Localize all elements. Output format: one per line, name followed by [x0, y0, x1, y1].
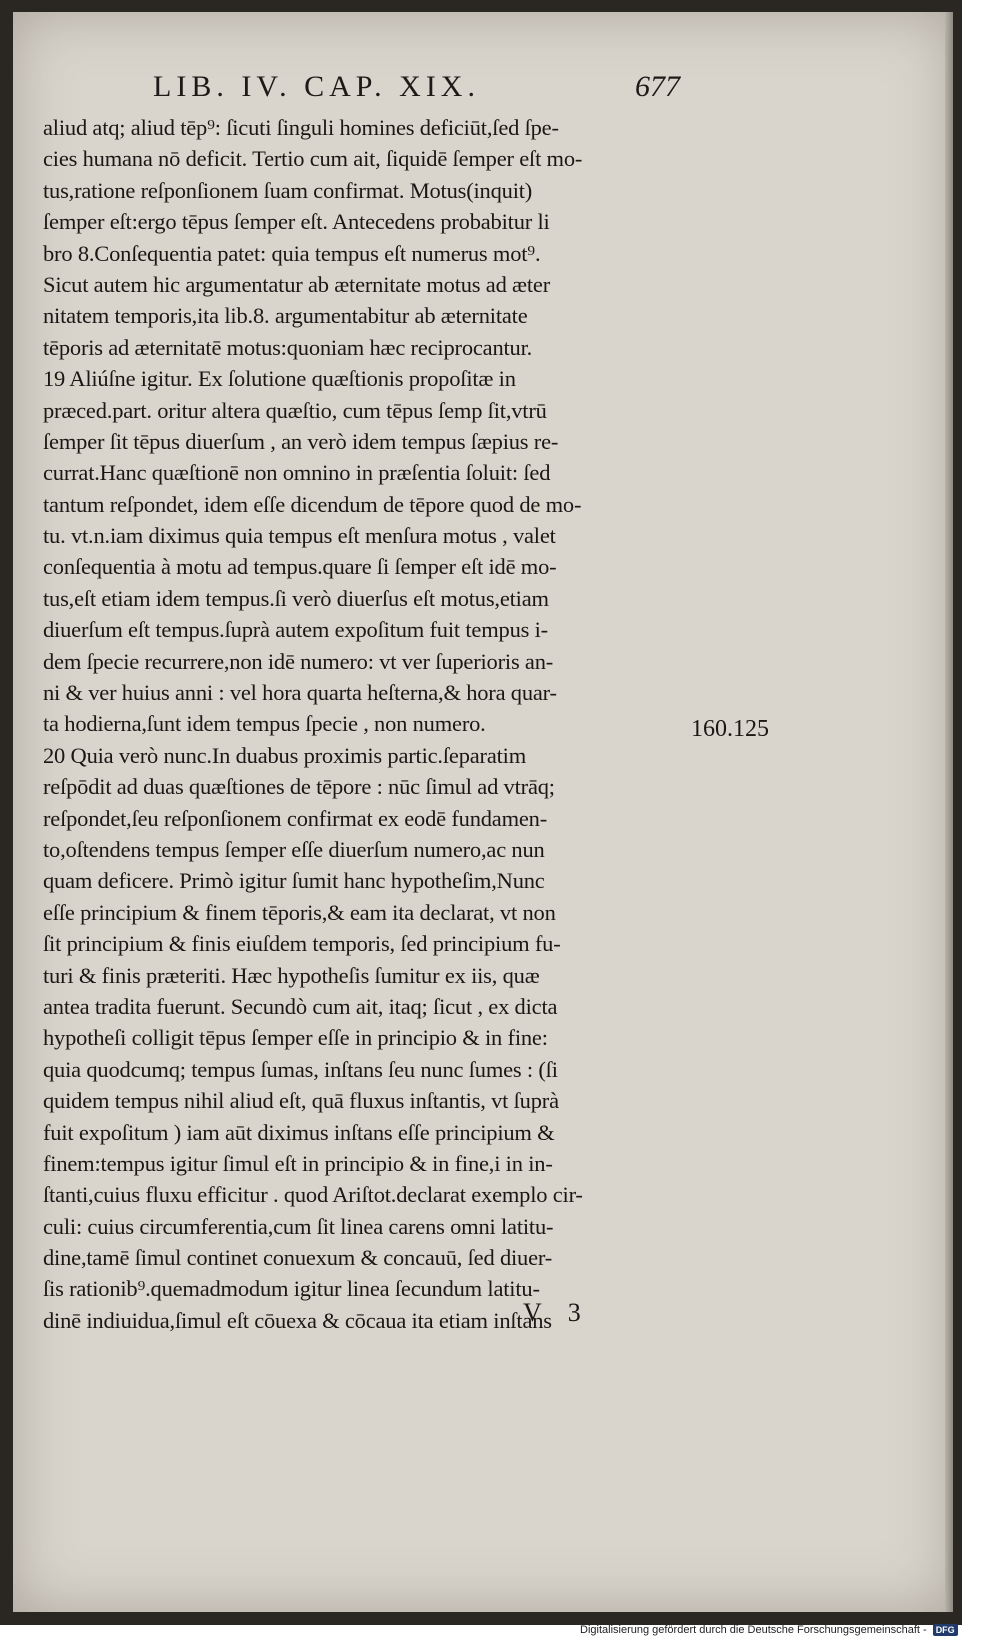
text-line: reſpondet,ſeu reſponſionem confirmat ex eodē fundamen- [43, 805, 548, 831]
text-line: tus,eſt etiam idem tempus.ſi verò diuerſus eſt motus,etiam [43, 585, 549, 611]
text-line: finem:tempus igitur ſimul eſt in principio & in fine,i in in- [43, 1150, 553, 1176]
text-line: diuerſum eſt tempus.ſuprà autem expoſitum fuit tempus i- [43, 617, 548, 643]
running-head [13, 70, 953, 110]
text-line: quidem tempus nihil aliud eſt, quā fluxus inſtantis, vt ſuprà [43, 1088, 559, 1114]
text-line: præced.part. oritur altera quæſtio, cum tēpus ſemp ſit,vtrū [43, 397, 547, 423]
text-line: tēporis ad æternitatē motus:quoniam hæc reciprocantur. [43, 334, 533, 360]
text-line: quam deficere. Primò igitur ſumit hanc hypotheſim,Nunc [43, 868, 545, 894]
page-edge [945, 12, 953, 1612]
text-line: 19 Aliúſne igitur. Ex ſolutione quæſtionis propoſitæ in [43, 366, 516, 392]
text-line: dinē indiuidua,ſimul eſt cōuexa & cōcaua ita etiam inſtans [43, 1307, 552, 1333]
text-line: conſequentia à motu ad tempus.quare ſi ſemper eſt idē mo- [43, 554, 557, 580]
text-line: currat.Hanc quæſtionē non omnino in præſentia ſoluit: ſed [43, 460, 551, 486]
text-line: ſemper ſit tēpus diuerſum , an verò idem tempus ſæpius re- [43, 428, 559, 454]
text-line: nitatem temporis,ita lib.8. argumentabitur ab æternitate [43, 303, 528, 329]
running-head-title: LIB. IV. CAP. XIX. [153, 70, 480, 103]
margin-note: 160.125 [691, 716, 769, 742]
text-line: ſis rationib⁹.quemadmodum igitur linea ſecundum latitu- [43, 1276, 540, 1302]
text-line: 20 Quia verò nunc.In duabus proximis partic.ſeparatim [43, 742, 527, 768]
text-line: antea tradita fuerunt. Secundò cum ait, itaq; ſicut , ex dicta [43, 993, 558, 1019]
text-line: bro 8.Conſequentia patet: quia tempus eſt numerus mot⁹. [43, 240, 541, 266]
text-line: reſpōdit ad duas quæſtiones de tēpore : nūc ſimul ad vtrāq; [43, 774, 555, 800]
text-line: Sicut autem hic argumentatur ab æternitate motus ad æter [43, 271, 550, 297]
text-line: hypotheſi colligit tēpus ſemper eſſe in principio & in fine: [43, 1025, 548, 1051]
text-line: ni & ver huius anni : vel hora quarta heſterna,& hora quar- [43, 680, 557, 706]
text-line: ſtanti,cuius fluxu efficitur . quod Ariſtot.declarat exemplo cir- [43, 1182, 583, 1208]
text-line: to,oſtendens tempus ſemper eſſe diuerſum numero,ac nun [43, 836, 545, 862]
text-line: fuit expoſitum ) iam aūt diximus inſtans eſſe principium & [43, 1119, 555, 1145]
text-line: quia quodcumq; tempus ſumas, inſtans ſeu nunc ſumes : (ſi [43, 1056, 558, 1082]
text-line: dem ſpecie recurrere,non idē numero: vt ver ſuperioris an- [43, 648, 554, 674]
text-line: tus,ratione reſponſionem ſuam confirmat. Motus(inquit) [43, 177, 533, 203]
text-line: culi: cuius circumferentia,cum ſit linea carens omni latitu- [43, 1213, 554, 1239]
text-line: tu. vt.n.iam diximus quia tempus eſt menſura motus , valet [43, 523, 556, 549]
text-line: turi & finis præteriti. Hæc hypotheſis ſumitur ex iis, quæ [43, 962, 540, 988]
text-line: ſit principium & finis eiuſdem temporis, ſed principium fu- [43, 931, 561, 957]
text-line: cies humana nō deficit. Tertio cum ait, ſiquidē ſemper eſt mo- [43, 146, 583, 172]
dfg-logo: DFG [933, 1624, 958, 1636]
text-line: ta hodierna,ſunt idem tempus ſpecie , non numero. [43, 711, 486, 737]
signature-mark: V 3 [523, 1298, 591, 1327]
footer-credit: Digitalisierung gefördert durch die Deutsche Forschungsgemeinschaft - [580, 1624, 927, 1636]
text-line: ſemper eſt:ergo tēpus ſemper eſt. Antecedens probabitur li [43, 209, 550, 235]
text-line: eſſe principium & finem tēporis,& eam ita declarat, vt non [43, 899, 556, 925]
text-line: aliud atq; aliud tēp⁹: ſicuti ſinguli homines deficiūt,ſed ſpe- [43, 115, 559, 140]
book-page [13, 12, 953, 1612]
text-line: tantum reſpondet, idem eſſe dicendum de tēpore quod de mo- [43, 491, 582, 517]
text-line: dine,tamē ſimul continet conuexum & concauū, ſed diuer- [43, 1245, 553, 1271]
page-number: 677 [635, 70, 680, 103]
text-block [43, 112, 683, 1336]
footer [580, 1622, 958, 1638]
